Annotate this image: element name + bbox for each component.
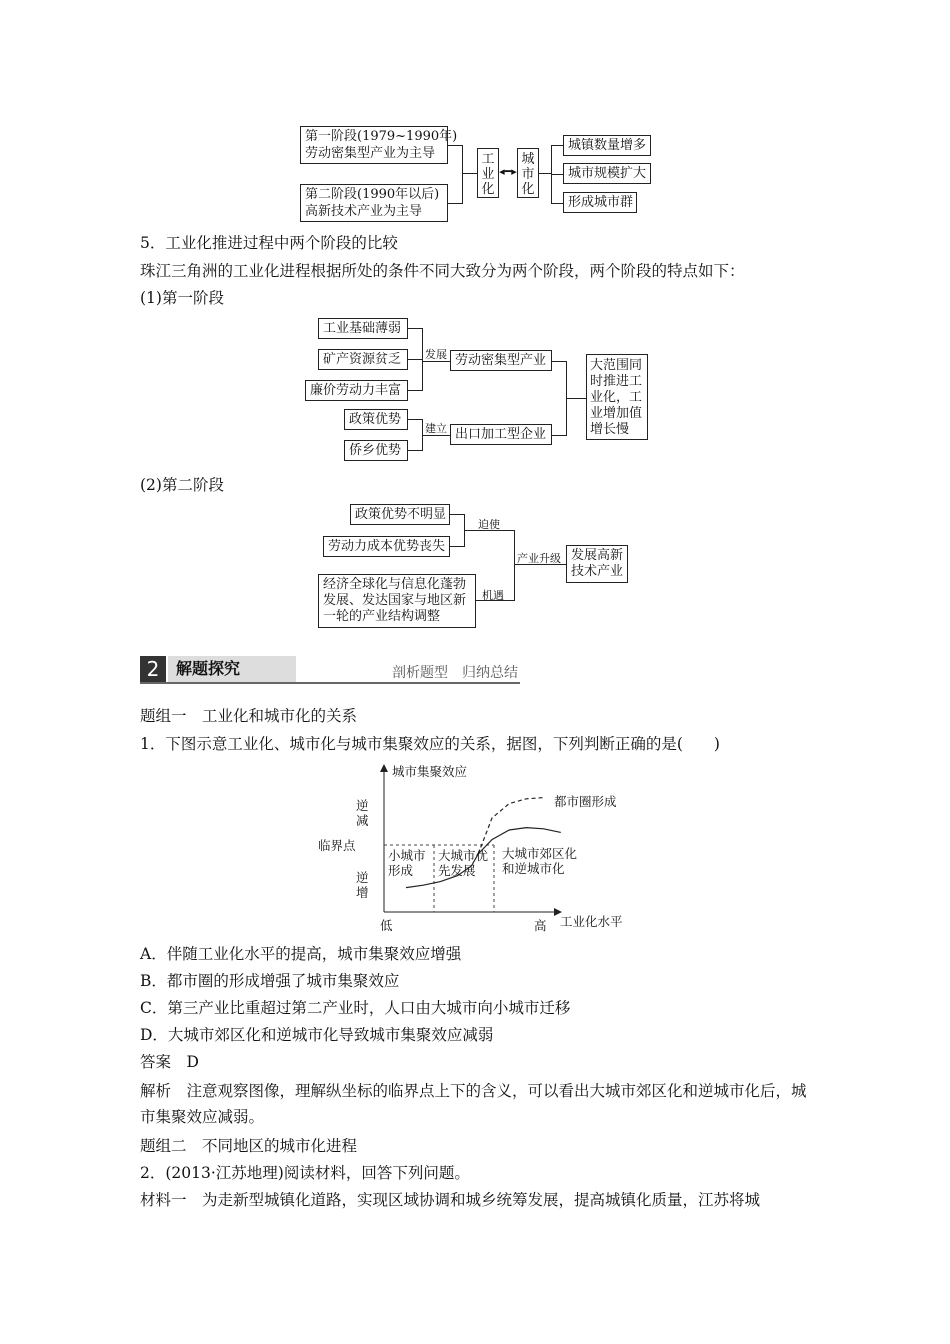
group1-title: 题组一 工业化和城市化的关系 bbox=[140, 707, 358, 725]
global-line: 经济全球化与信息化蓬勃 bbox=[323, 577, 467, 592]
y-upper-label: 逆减 bbox=[356, 798, 369, 828]
outcome-line: 时推进工 bbox=[590, 374, 643, 389]
stage1-title: 第一阶段(1979~1990年) bbox=[305, 129, 458, 144]
chart-urban-agglomeration bbox=[316, 762, 636, 938]
question-1: 1．下图示意工业化、城市化与城市集聚效应的关系，据图，下列判断正确的是( ) bbox=[140, 735, 720, 753]
option-a: A．伴随工业化水平的提高，城市集聚效应增强 bbox=[140, 945, 462, 963]
connector bbox=[450, 514, 464, 515]
section-rule bbox=[140, 682, 520, 684]
stage2-label: (2)第二阶段 bbox=[140, 476, 224, 494]
region-line: 大城市郊区化 bbox=[502, 846, 578, 861]
analysis: 解析 注意观察图像，理解纵坐标的临界点上下的含义，可以看出大城市郊区化和逆城市化后，城市集聚效应减弱。 bbox=[140, 1082, 807, 1126]
region-line: 和逆城市化 bbox=[502, 861, 565, 876]
y-axis-arrow bbox=[380, 764, 388, 772]
factor-box: 廉价劳动力丰富 bbox=[305, 380, 408, 401]
factor-box: 矿产资源贫乏 bbox=[318, 349, 408, 370]
stage2-desc: 高新技术产业为主导 bbox=[305, 204, 423, 219]
result-line: 发展高新 bbox=[571, 548, 624, 563]
region-label bbox=[438, 848, 488, 878]
result-box: 出口加工型企业 bbox=[450, 424, 552, 445]
arrow-label: 建立 bbox=[425, 422, 447, 435]
stage1-box bbox=[300, 126, 458, 164]
question-2: 2．(2013·江苏地理)阅读材料，回答下列问题。 bbox=[140, 1164, 470, 1182]
option-d: D．大城市郊区化和逆城市化导致城市集聚效应减弱 bbox=[140, 1026, 494, 1044]
connector bbox=[552, 361, 566, 362]
section-title: 解题探究 bbox=[168, 656, 296, 682]
arrow-label: 机遇 bbox=[482, 589, 504, 602]
connector bbox=[462, 145, 463, 204]
connector bbox=[551, 145, 563, 146]
arrow-label: 产业升级 bbox=[517, 552, 561, 565]
outcome-line: 业化，工 bbox=[590, 390, 643, 405]
connector bbox=[422, 328, 423, 391]
factor-box: 政策优势不明显 bbox=[350, 504, 450, 525]
connector bbox=[448, 145, 462, 146]
connector bbox=[551, 203, 563, 204]
char: 化 bbox=[521, 182, 535, 197]
global-line: 一轮的产业结构调整 bbox=[323, 609, 441, 624]
region-line: 形成 bbox=[388, 863, 414, 878]
region-line: 大城市优 bbox=[438, 848, 489, 863]
global-box bbox=[318, 574, 476, 628]
y-axis-label: 城市集聚效应 bbox=[392, 764, 468, 779]
x-high-label: 高 bbox=[534, 918, 547, 933]
result-box bbox=[566, 545, 628, 583]
outcome-box bbox=[586, 354, 648, 440]
x-low-label: 低 bbox=[380, 918, 393, 933]
arrow-label: 发展 bbox=[425, 348, 447, 361]
factor-box: 侨乡优势 bbox=[344, 440, 408, 461]
option-b: B．都市圈的形成增强了城市集聚效应 bbox=[140, 972, 400, 990]
char: 化 bbox=[481, 182, 495, 197]
outcome-line: 增长慢 bbox=[590, 422, 630, 437]
factor-box: 政策优势 bbox=[344, 409, 408, 430]
connector bbox=[552, 435, 566, 436]
stage1-desc: 劳动密集型产业为主导 bbox=[305, 146, 436, 161]
result-line: 技术产业 bbox=[571, 564, 624, 579]
connector bbox=[551, 174, 563, 175]
connector bbox=[408, 419, 422, 420]
y-lower-label: 逆增 bbox=[356, 870, 369, 900]
connector bbox=[408, 390, 422, 391]
connector bbox=[408, 450, 422, 451]
connector bbox=[448, 203, 462, 204]
result-box: 形成城市群 bbox=[563, 192, 637, 213]
result-box: 劳动密集型产业 bbox=[450, 350, 552, 371]
connector bbox=[408, 328, 422, 329]
char: 城 bbox=[521, 152, 535, 167]
result-box: 城镇数量增多 bbox=[563, 135, 651, 156]
factor-box: 工业基础薄弱 bbox=[318, 318, 408, 339]
char: 工 bbox=[481, 152, 495, 167]
material-1: 材料一 为走新型城镇化道路，实现区域协调和城乡统筹发展，提高城镇化质量，江苏将城 bbox=[140, 1191, 761, 1209]
stage1-label: (1)第一阶段 bbox=[140, 289, 224, 307]
region-line: 小城市 bbox=[388, 848, 426, 863]
option-c: C．第三产业比重超过第二产业时，人口由大城市向小城市迁移 bbox=[140, 999, 571, 1017]
intro-paragraph: 珠江三角洲的工业化进程根据所处的条件不同大致分为两个阶段，两个阶段的特点如下： bbox=[140, 262, 745, 280]
section-subtitle: 剖析题型 归纳总结 bbox=[392, 665, 518, 681]
connector bbox=[539, 173, 551, 174]
connector bbox=[408, 359, 422, 360]
section-number: 2 bbox=[140, 656, 166, 682]
outcome-line: 大范围同 bbox=[590, 358, 643, 373]
connector bbox=[450, 546, 464, 547]
dashed-curve-label: 都市圈形成 bbox=[554, 794, 617, 809]
double-arrow: ◂━▸ bbox=[499, 165, 517, 178]
connector bbox=[514, 530, 515, 601]
group2-title: 题组二 不同地区的城市化进程 bbox=[140, 1137, 358, 1155]
region-label bbox=[388, 848, 426, 878]
x-axis-label: 工业化水平 bbox=[560, 914, 623, 929]
urbanization-box bbox=[517, 148, 539, 198]
connector bbox=[462, 173, 477, 174]
global-line: 发展、发达国家与地区新 bbox=[323, 593, 467, 608]
outcome-line: 业增加值 bbox=[590, 406, 643, 421]
char: 业 bbox=[481, 167, 495, 182]
factor-box: 劳动力成本优势丧失 bbox=[323, 536, 450, 557]
critical-point-label: 临界点 bbox=[318, 838, 356, 853]
region-label bbox=[502, 846, 577, 876]
industrialization-box bbox=[477, 148, 499, 198]
connector bbox=[566, 398, 586, 399]
result-box: 城市规模扩大 bbox=[563, 163, 651, 184]
heading-5: 5．工业化推进过程中两个阶段的比较 bbox=[140, 234, 398, 252]
char: 市 bbox=[521, 167, 535, 182]
stage2-box bbox=[300, 184, 448, 222]
answer: 答案 D bbox=[140, 1053, 199, 1071]
section-header bbox=[140, 656, 520, 684]
region-line: 先发展 bbox=[438, 863, 476, 878]
stage2-title: 第二阶段(1990年以后) bbox=[305, 187, 440, 202]
arrow-label: 迫使 bbox=[478, 518, 500, 531]
